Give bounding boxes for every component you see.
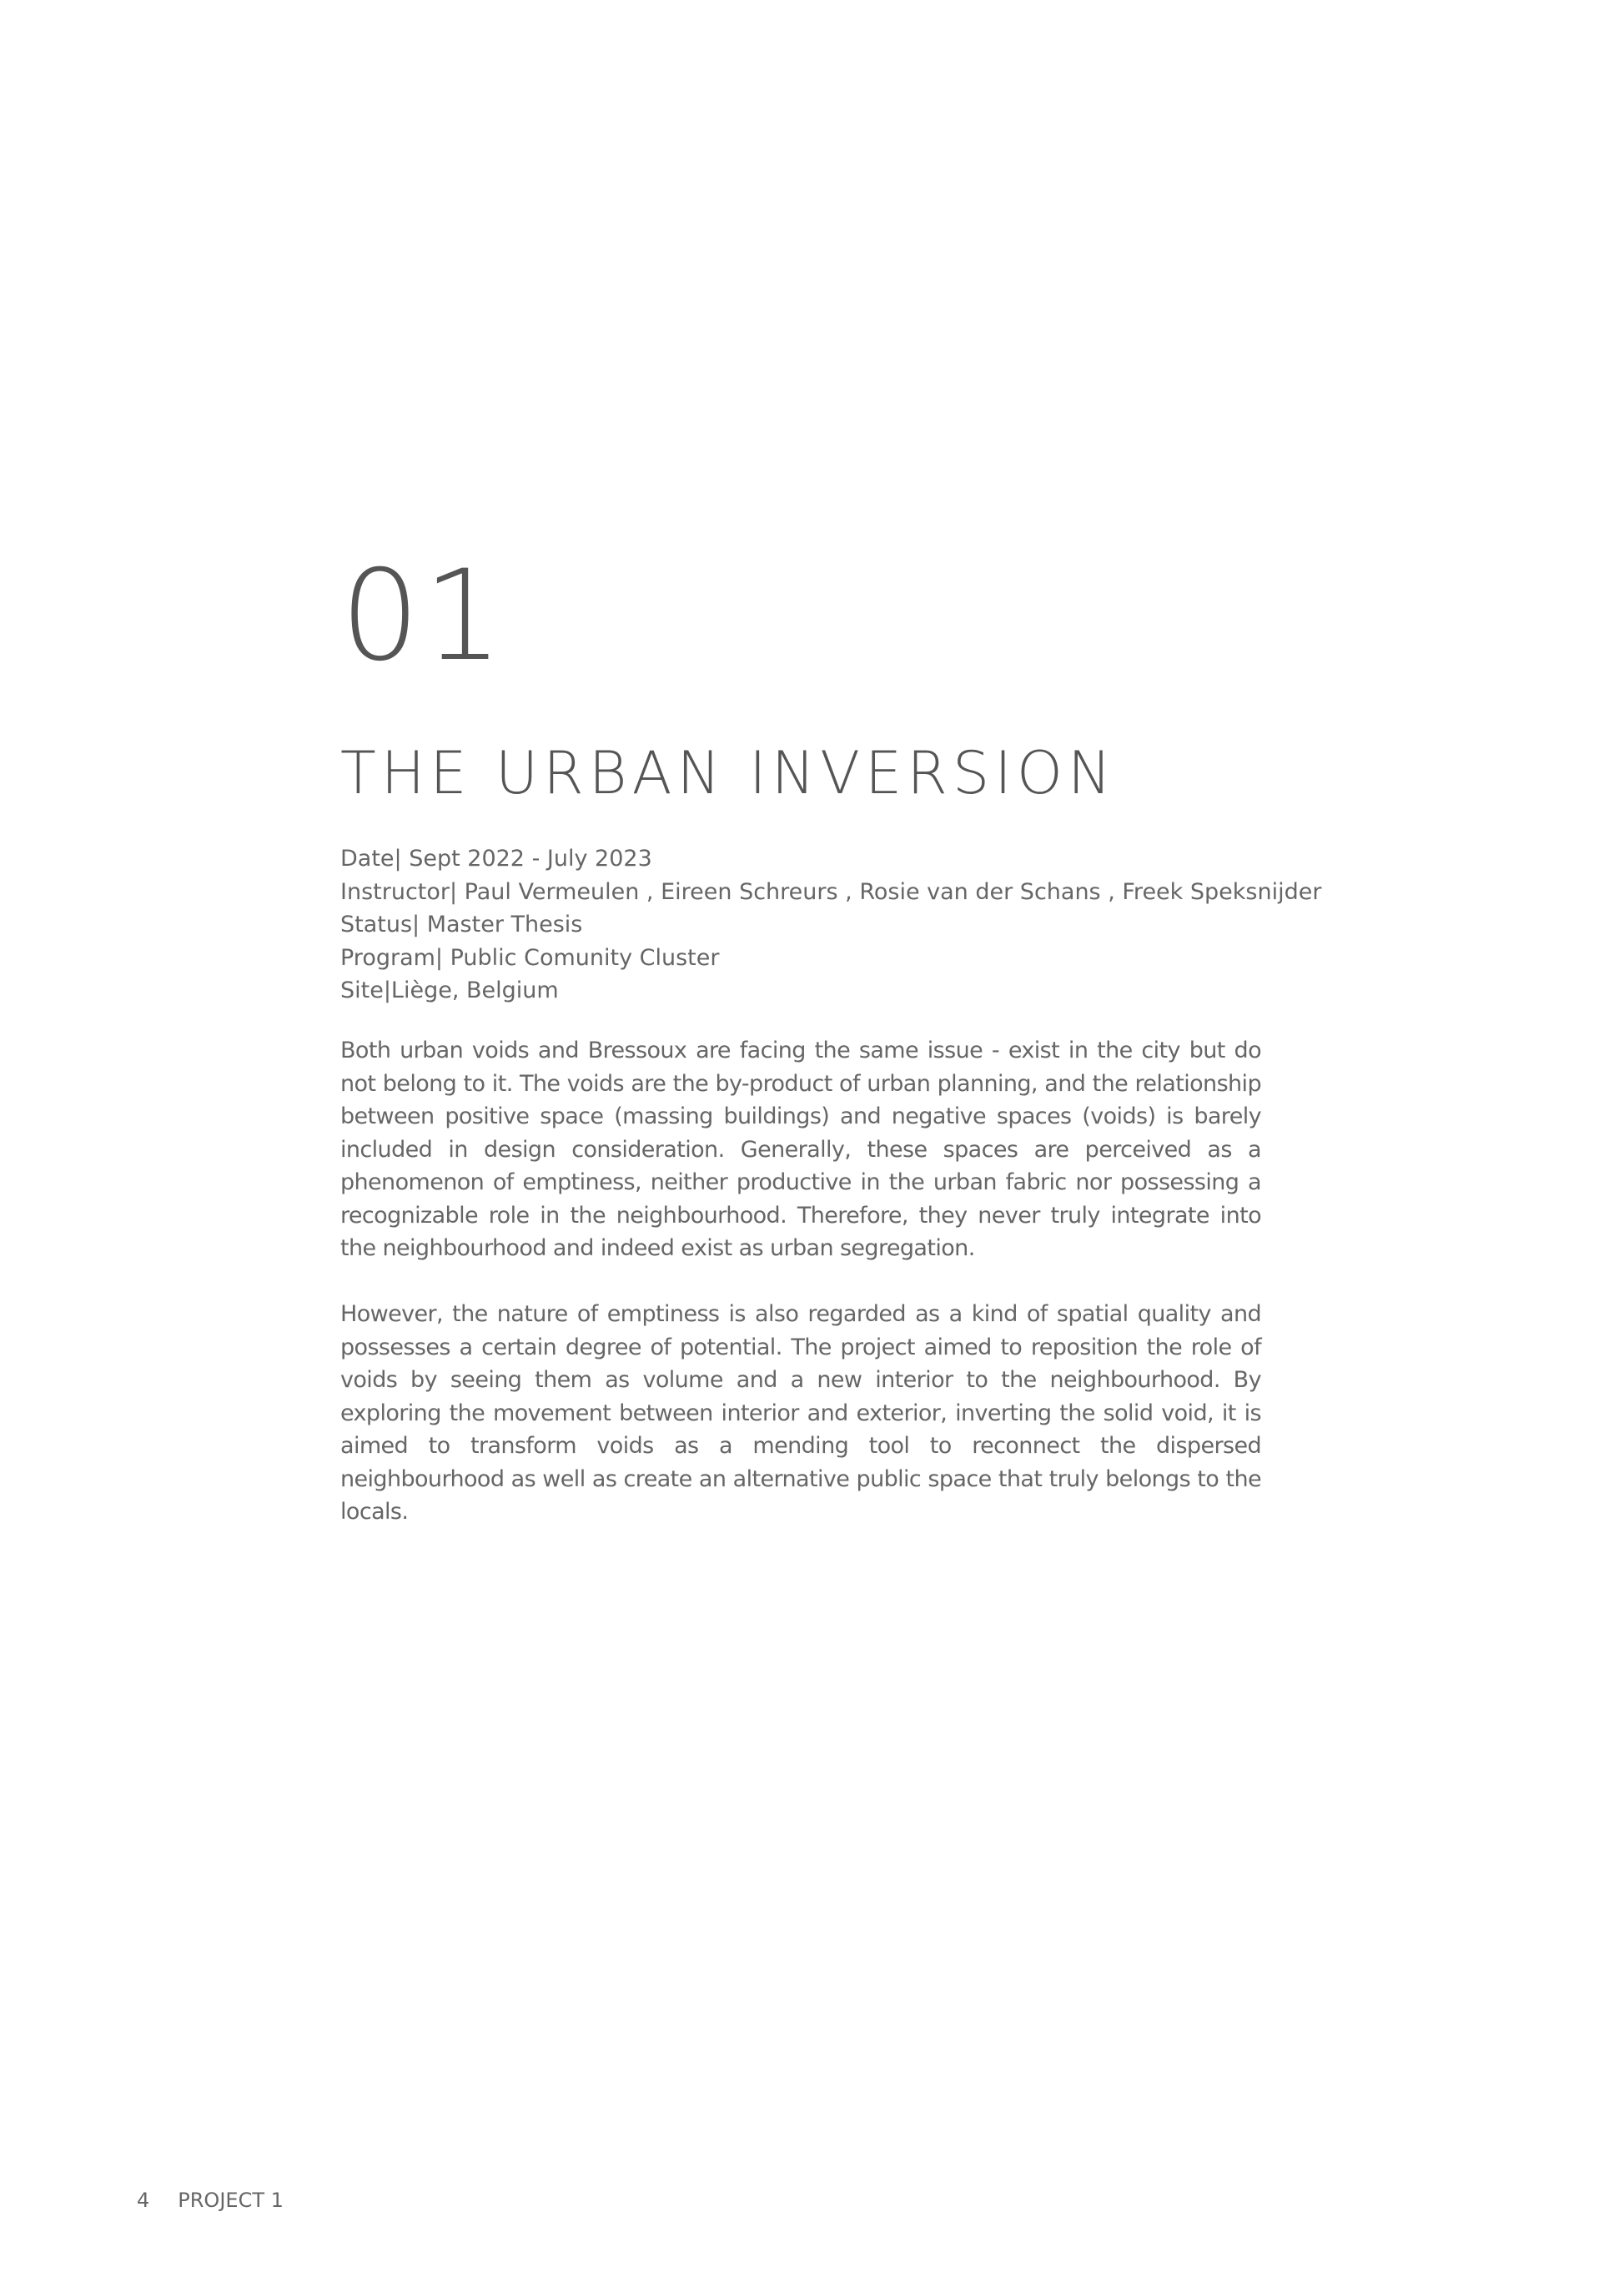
page-number: 4 <box>137 2189 150 2212</box>
project-meta-list <box>340 842 1322 1008</box>
project-description <box>340 1034 1261 1561</box>
meta-date: Date| Sept 2022 - July 2023 <box>340 846 652 872</box>
page-footer <box>137 2188 284 2213</box>
description-paragraph: However, the nature of emptiness is also regarded as a kind of spatial quality and possesses a certain degree of potential. The project aimed to reposition the role of voids by seeing them as volume and a new interior to the neighbourhood. By exploring the movement between interior and exterior, inverting the solid void, it is aimed to transform voids as a mending tool to reconnect the dispersed neighbourhood as well as create an alternative public space that truly belongs to the locals. <box>340 1301 1261 1525</box>
project-number: 01 <box>340 544 506 689</box>
description-paragraph: Both urban voids and Bressoux are facing the same issue - exist in the city but do not belong to it. The voids are the by-product of urban planning, and the relationship between positive space (massing buildings) and negative spaces (voids) is barely included in design consideration. Generally, these spaces are perceived as a phenomenon of emptiness, neither productive in the urban fabric nor possessing a recognizable role in the neighbourhood. Therefore, they never truly integrate into the neighbourhood and indeed exist as urban segregation. <box>340 1038 1261 1261</box>
meta-status: Status| Master Thesis <box>340 912 583 937</box>
section-label: PROJECT 1 <box>178 2189 284 2212</box>
meta-site: Site|Liège, Belgium <box>340 978 559 1003</box>
project-title: THE URBAN INVERSION <box>340 739 1117 807</box>
meta-instructor: Instructor| Paul Vermeulen , Eireen Schreurs , Rosie van der Schans , Freek Speksnijder <box>340 878 1322 905</box>
meta-program: Program| Public Comunity Cluster <box>340 944 720 971</box>
